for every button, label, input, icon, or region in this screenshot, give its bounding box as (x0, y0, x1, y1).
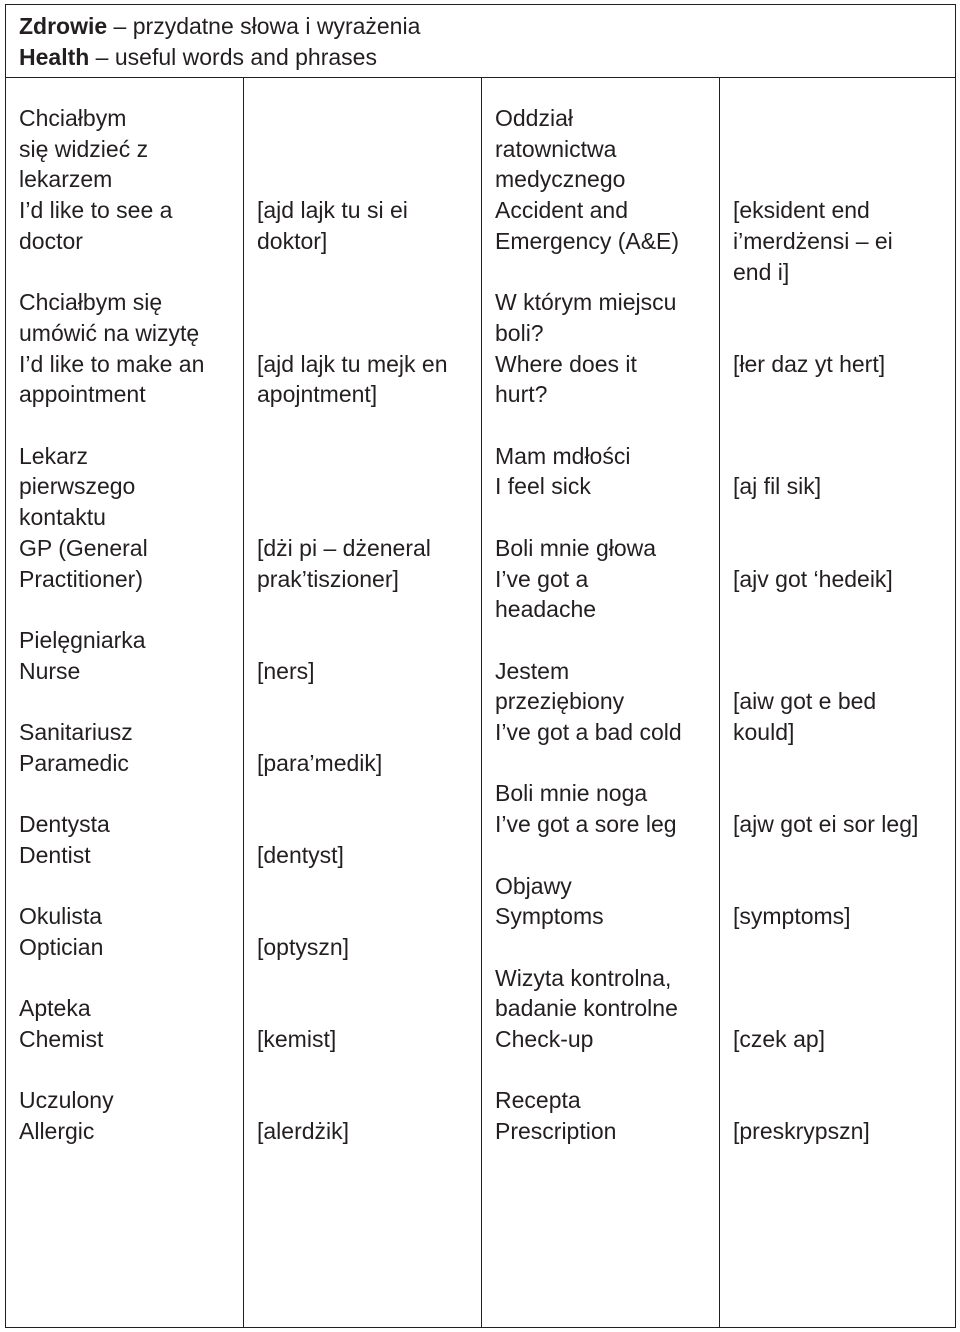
right-pronunciations-entry (733, 349, 955, 380)
entry-line: I feel sick (495, 473, 591, 500)
title-polish-rest: – przydatne słowa i wyrażenia (107, 13, 421, 39)
entry-line: I’ve got a (495, 565, 589, 592)
column-left-terms (19, 78, 241, 1327)
left-terms-entry (19, 103, 241, 257)
entry-line: end i] (733, 258, 790, 285)
right-pronunciations-entry (733, 809, 955, 840)
entry-line: Jestem (495, 657, 570, 684)
entry-line: Nurse (19, 657, 81, 684)
entry-line: Uczulony (19, 1087, 114, 1114)
entry-line: [ajd lajk tu mejk en (257, 350, 448, 377)
entry-line: Lekarz (19, 442, 89, 469)
left-terms-entry (19, 441, 241, 595)
entry-line: kould] (733, 719, 795, 745)
entry-line: Oddział (495, 105, 573, 131)
entry-line: Paramedic (19, 749, 129, 776)
entry-line: I’ve got a sore leg (495, 811, 677, 838)
entry-line: [dentyst] (257, 841, 344, 868)
entry-line: kontaktu (19, 504, 106, 531)
entry-line: [alerdżik] (257, 1118, 350, 1145)
entry-line: Optician (19, 933, 104, 960)
entry-line: [łer daz yt hert] (733, 350, 886, 377)
entry-line: [symptoms] (733, 903, 851, 930)
entry-line: Emergency (A&E) (495, 227, 680, 254)
left-pronunciations-entry (257, 932, 479, 963)
entry-line: hurt? (495, 381, 548, 408)
entry-line: [ajd lajk tu si ei (257, 197, 408, 224)
entry-line: headache (495, 596, 597, 623)
entry-line: się widzieć z (19, 135, 149, 162)
entry-line: lekarzem (19, 166, 113, 193)
entry-line: Where does it (495, 350, 637, 377)
left-terms-entry (19, 625, 241, 686)
left-pronunciations-entry (257, 840, 479, 871)
left-pronunciations-entry (257, 1116, 479, 1147)
entry-line: Pielęgniarka (19, 626, 146, 653)
entry-line: przeziębiony (495, 688, 625, 715)
entry-line: doktor] (257, 227, 328, 254)
entry-line: Wizyta kontrolna, (495, 964, 672, 991)
entry-line: Accident and (495, 197, 628, 224)
entry-line: W którym miejscu (495, 289, 677, 316)
entry-line: Mam mdłości (495, 442, 631, 469)
entry-line: [kemist] (257, 1026, 337, 1052)
health-phrase-table (5, 4, 956, 1328)
entry-line: Prescription (495, 1118, 617, 1145)
left-terms-entry (19, 809, 241, 870)
entry-line: [aiw got e bed (733, 688, 877, 715)
column-left-pronunciations (257, 78, 479, 1327)
entry-line: [ajv got ‘hedeik] (733, 565, 893, 592)
entry-line: [para’medik] (257, 749, 383, 776)
right-terms-entry (495, 103, 717, 257)
entry-line: appointment (19, 381, 146, 408)
entry-line: Sanitariusz (19, 719, 133, 745)
right-pronunciations-entry (733, 901, 955, 932)
column-right-terms (495, 78, 717, 1327)
right-pronunciations-entry (733, 686, 955, 747)
left-pronunciations-entry (257, 1024, 479, 1055)
entry-line: medycznego (495, 166, 626, 193)
right-terms-entry (495, 656, 717, 748)
entry-line: Boli mnie noga (495, 780, 648, 807)
right-terms-entry (495, 871, 717, 932)
entry-line: Dentysta (19, 811, 110, 838)
entry-line: Symptoms (495, 903, 604, 930)
column-divider (243, 78, 244, 1327)
entry-line: Practitioner) (19, 565, 143, 592)
entry-line: [eksident end (733, 197, 870, 224)
entry-line: GP (General (19, 534, 148, 561)
entry-line: Boli mnie głowa (495, 534, 657, 561)
left-pronunciations-entry (257, 349, 479, 410)
entry-line: I’ve got a bad cold (495, 719, 682, 745)
entry-line: Allergic (19, 1118, 95, 1145)
left-terms-entry (19, 901, 241, 962)
title-polish-bold: Zdrowie (19, 13, 108, 39)
left-pronunciations-entry (257, 195, 479, 256)
column-divider (719, 78, 720, 1327)
column-right-pronunciations (733, 78, 955, 1327)
entry-line: I’d like to see a (19, 197, 173, 224)
right-pronunciations-entry (733, 564, 955, 595)
entry-line: [ajw got ei sor leg] (733, 811, 919, 838)
entry-line: Chciałbym się (19, 289, 163, 316)
title-english (19, 42, 377, 73)
right-pronunciations-entry (733, 195, 955, 287)
title-polish (19, 11, 420, 42)
left-terms-entry (19, 1085, 241, 1146)
right-pronunciations-entry (733, 1024, 955, 1055)
entry-line: doctor (19, 227, 83, 254)
column-divider (481, 78, 482, 1327)
entry-line: [optyszn] (257, 933, 350, 960)
right-terms-entry (495, 287, 717, 410)
entry-line: prak’tiszioner] (257, 565, 399, 592)
entry-line: [czek ap] (733, 1026, 826, 1052)
left-pronunciations-entry (257, 748, 479, 779)
entry-line: apojntment] (257, 381, 378, 408)
entry-line: ratownictwa (495, 135, 617, 162)
right-terms-entry (495, 533, 717, 625)
entry-line: Check-up (495, 1026, 594, 1052)
entry-line: [ners] (257, 657, 315, 684)
entry-line: boli? (495, 319, 544, 346)
right-terms-entry (495, 963, 717, 1055)
entry-line: badanie kontrolne (495, 995, 678, 1022)
entry-line: Apteka (19, 995, 91, 1022)
entry-line: Recepta (495, 1087, 581, 1114)
left-pronunciations-entry (257, 656, 479, 687)
right-pronunciations-entry (733, 1116, 955, 1147)
right-terms-entry (495, 1085, 717, 1146)
entry-line: I’d like to make an (19, 350, 205, 377)
right-terms-entry (495, 441, 717, 502)
left-terms-entry (19, 287, 241, 410)
entry-line: Dentist (19, 841, 91, 868)
left-pronunciations-entry (257, 533, 479, 594)
right-pronunciations-entry (733, 471, 955, 502)
left-terms-entry (19, 717, 241, 778)
entry-line: i’merdżensi – ei (733, 227, 893, 254)
entry-line: [preskrypszn] (733, 1118, 870, 1145)
entry-line: Objawy (495, 872, 572, 899)
entry-line: Chemist (19, 1026, 104, 1052)
entry-line: [dżi pi – dżeneral (257, 534, 431, 561)
title-english-bold: Health (19, 44, 90, 70)
entry-line: pierwszego (19, 473, 136, 500)
entry-line: Chciałbym (19, 105, 127, 131)
entry-line: Okulista (19, 903, 103, 930)
table-header (6, 5, 955, 78)
right-terms-entry (495, 778, 717, 839)
entry-line: [aj fil sik] (733, 473, 822, 500)
entry-line: umówić na wizytę (19, 319, 200, 346)
left-terms-entry (19, 993, 241, 1054)
title-english-rest: – useful words and phrases (89, 44, 377, 70)
